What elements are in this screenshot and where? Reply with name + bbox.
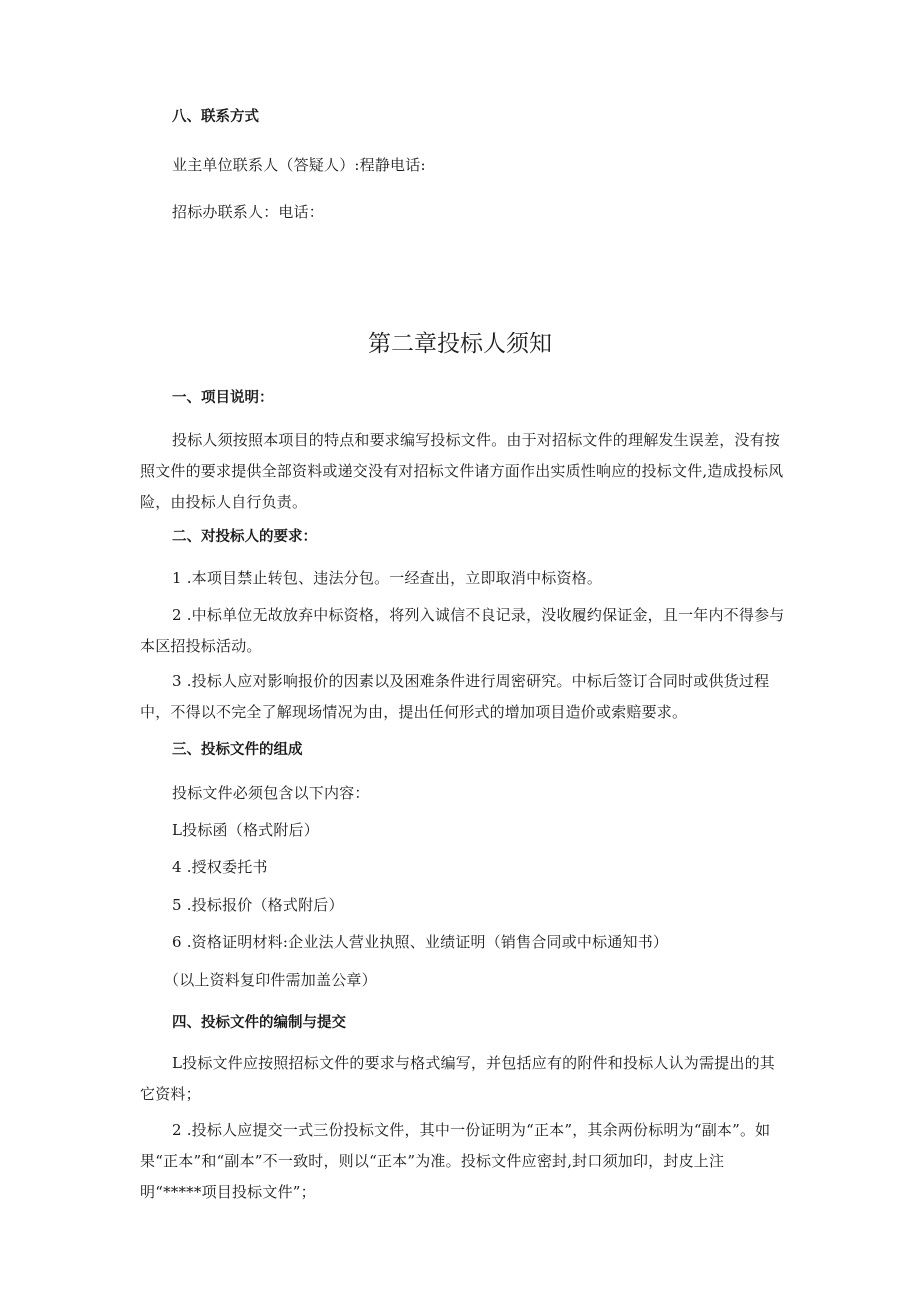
s3-note: （以上资料复印件需加盖公章） [164,971,377,989]
s4-heading: 四、投标文件的编制与提交 [172,1015,346,1031]
section8-heading: 八、联系方式 [172,109,259,125]
s3-item-4: 6 .资格证明材料:企业法人营业执照、业绩证明（销售合同或中标通知书） [172,933,669,951]
s2-item-1: 1 .本项目禁止转包、违法分包。一经查出，立即取消中标资格。 [172,569,603,587]
s4-item-2: 2 .投标人应提交一式三份投标文件，其中一份证明为“正本”，其余两份标明为“副本”。如果“正本”和“副本”不一致时，则以“正本”为准。投标文件应密封,封口须加印，封皮上注明“*****项目投标文件”； [140,1121,771,1201]
s3-item-1: L投标函（格式附后） [172,821,319,839]
office-contact-line: 招标办联系人：电话： [172,203,325,221]
s2-item-2: 2 .中标单位无故放弃中标资格，将列入诚信不良记录，没收履约保证金，且一年内不得参与本区招投标活动。 [140,606,785,655]
s3-item-3: 5 .投标报价（格式附后） [172,896,344,914]
owner-contact-line: 业主单位联系人（答疑人）:程静电话: [172,156,426,174]
s4-item-1: L投标文件应按照招标文件的要求与格式编写，并包括应有的附件和投标人认为需提出的其它资料； [140,1054,775,1103]
s2-heading: 二、对投标人的要求： [172,529,317,545]
chapter-title: 第二章投标人须知 [368,331,552,357]
s2-item-3: 3 .投标人应对影响报价的因素以及困难条件进行周密研究。中标后签订合同时或供货过程中，不得以不完全了解现场情况为由，提出任何形式的增加项目造价或索赔要求。 [140,672,770,721]
s1-paragraph: 投标人须按照本项目的特点和要求编写投标文件。由于对招标文件的理解发生误差，没有按照文件的要求提供全部资料或递交没有对招标文件诸方面作出实质性响应的投标文件,造成投标风险，由投标人自行负责。 [140,431,784,511]
s3-item-2: 4 .授权委托书 [172,858,268,876]
s3-intro: 投标文件必须包含以下内容： [172,784,370,802]
s3-heading: 三、投标文件的组成 [172,742,303,758]
s1-heading: 一、项目说明： [172,390,274,406]
